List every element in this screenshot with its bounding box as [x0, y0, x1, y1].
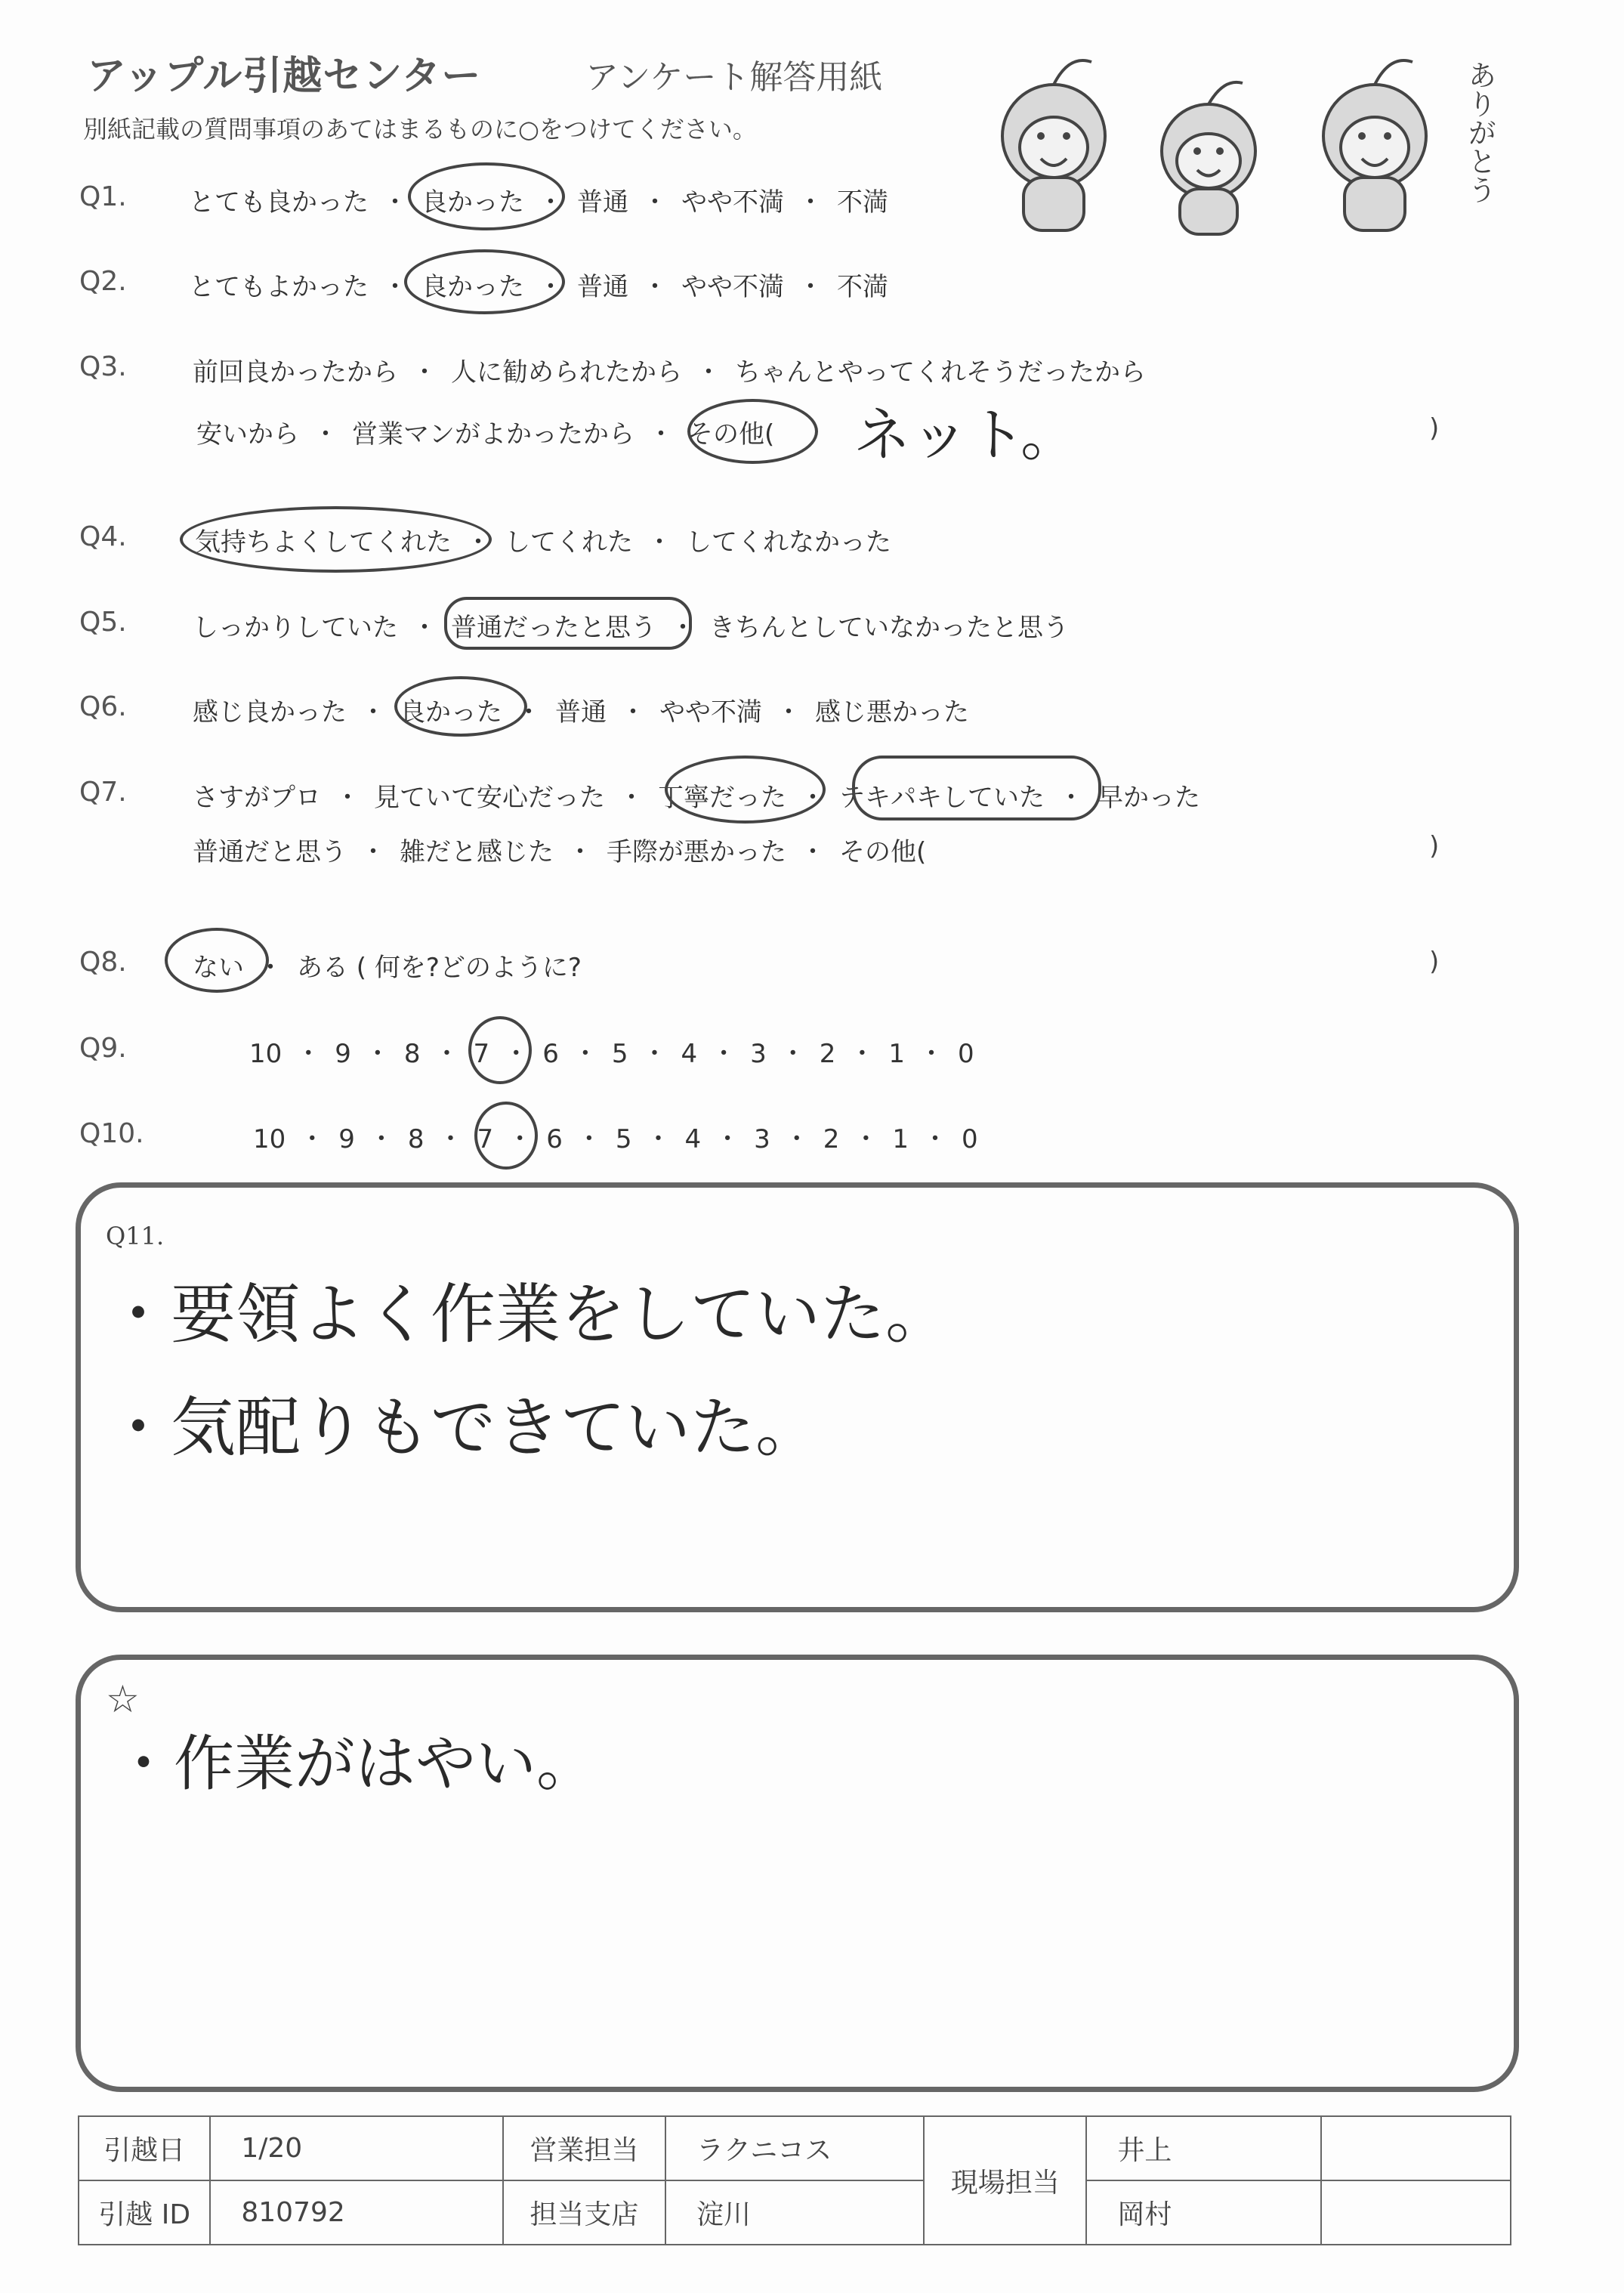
q2-label: Q2. — [79, 266, 127, 297]
q10-scale: 10 ・ 9 ・ 8 ・ 7 ・ 6 ・ 5 ・ 4 ・ 3 ・ 2 ・ 1 ・ 0 — [253, 1124, 978, 1154]
move-id-label: 引越 ID — [79, 2180, 210, 2245]
q1-option-1[interactable]: とても良かった — [189, 187, 369, 218]
q5-options: しっかりしていた ・ 普通だったと思う ・ きちんとしていなかったと思う — [193, 607, 1069, 644]
site-staff-1: 井上 — [1086, 2116, 1320, 2180]
q1-option-2[interactable]: 良かった — [421, 187, 524, 218]
mascot-illustration — [982, 42, 1496, 246]
star-icon: ☆ — [106, 1677, 140, 1721]
q6-option-3[interactable]: 普通 — [555, 697, 607, 728]
q10-score-1[interactable]: 1 — [892, 1124, 909, 1154]
sales-rep-value: ラクニコス — [665, 2116, 924, 2180]
company-brand: アップル引越センター — [87, 54, 482, 99]
q10-label: Q10. — [79, 1118, 144, 1149]
q10-score-8[interactable]: 8 — [407, 1124, 425, 1154]
q1-option-5[interactable]: 不満 — [837, 187, 888, 218]
q8-option-1[interactable]: ない — [193, 953, 244, 983]
q10-score-6[interactable]: 6 — [546, 1124, 563, 1154]
site-staff-label: 現場担当 — [924, 2116, 1086, 2245]
site-staff-2: 岡村 — [1086, 2180, 1320, 2245]
q9-score-10[interactable]: 10 — [249, 1039, 283, 1069]
q9-score-2[interactable]: 2 — [819, 1039, 836, 1069]
q6-option-4[interactable]: やや不満 — [659, 697, 762, 728]
q4-option-2[interactable]: してくれた — [505, 527, 633, 558]
move-date-label: 引越日 — [79, 2116, 210, 2180]
q7-option-3[interactable]: 丁寧だった — [658, 783, 786, 813]
q2-option-1[interactable]: とてもよかった — [189, 272, 369, 302]
q4-option-3[interactable]: してくれなかった — [686, 527, 891, 558]
branch-label: 担当支店 — [503, 2180, 665, 2245]
star-comment-line-1: ・作業がはやい。 — [113, 1729, 597, 1799]
move-id-value: 810792 — [210, 2180, 502, 2245]
q11-comment-line-2: ・気配りもできていた。 — [106, 1390, 820, 1466]
q2-option-4[interactable]: やや不満 — [681, 272, 784, 302]
blank-cell-2 — [1321, 2180, 1511, 2245]
q3-option-6[interactable]: その他( — [687, 419, 775, 450]
q4-label: Q4. — [79, 521, 127, 552]
q8-label: Q8. — [79, 947, 127, 978]
q9-score-7[interactable]: 7 — [473, 1039, 490, 1069]
q3-option-1[interactable]: 前回良かったから — [193, 357, 398, 388]
q7-option-5[interactable]: 早かった — [1098, 783, 1200, 813]
q2-option-2[interactable]: 良かった — [421, 272, 524, 302]
q7-option-2[interactable]: 見ていて安心だった — [374, 783, 605, 813]
q7-option-4[interactable]: テキパキしていた — [839, 783, 1045, 813]
q7-option-6[interactable]: 普通だと思う — [193, 837, 347, 867]
instruction-text: 別紙記載の質問事項のあてはまるものに○をつけてください。 — [83, 115, 757, 144]
q7-option-9[interactable]: その他( — [839, 837, 927, 867]
q9-score-9[interactable]: 9 — [335, 1039, 351, 1069]
q5-option-1[interactable]: しっかりしていた — [193, 613, 398, 643]
q9-score-0[interactable]: 0 — [958, 1039, 974, 1069]
q7-label: Q7. — [79, 777, 127, 808]
q3-close-paren: ) — [1429, 413, 1440, 443]
q7-close-paren: ) — [1429, 831, 1440, 861]
q2-option-3[interactable]: 普通 — [577, 272, 628, 302]
q10-score-10[interactable]: 10 — [253, 1124, 286, 1154]
q2-options: とてもよかった ・ 良かった ・ 普通 ・ やや不満 ・ 不満 — [189, 266, 888, 303]
q6-label: Q6. — [79, 691, 127, 722]
q3-options-row2: 安いから ・ 営業マンがよかったから ・ その他( — [196, 413, 774, 450]
q1-option-3[interactable]: 普通 — [577, 187, 628, 218]
mascot-caption: ありがとう — [1463, 60, 1496, 204]
q3-option-2[interactable]: 人に勧められたから — [451, 357, 682, 388]
q10-score-7[interactable]: 7 — [477, 1124, 494, 1154]
q5-label: Q5. — [79, 607, 127, 638]
q9-scale: 10 ・ 9 ・ 8 ・ 7 ・ 6 ・ 5 ・ 4 ・ 3 ・ 2 ・ 1 ・ 0 — [249, 1039, 974, 1069]
q7-option-1[interactable]: さすがプロ — [193, 783, 321, 813]
q3-option-3[interactable]: ちゃんとやってくれそうだったから — [735, 357, 1146, 388]
q10-score-0[interactable]: 0 — [962, 1124, 978, 1154]
q1-options: とても良かった ・ 良かった ・ 普通 ・ やや不満 ・ 不満 — [189, 181, 888, 218]
q9-label: Q9. — [79, 1033, 127, 1064]
q10-score-2[interactable]: 2 — [823, 1124, 840, 1154]
q11-comment-line-1: ・要領よく作業をしていた。 — [106, 1277, 950, 1352]
q9-score-5[interactable]: 5 — [611, 1039, 628, 1069]
form-title: アンケート解答用紙 — [585, 58, 883, 97]
q3-options-row1: 前回良かったから ・ 人に勧められたから ・ ちゃんとやってくれそうだったから — [193, 351, 1146, 388]
q3-option-4[interactable]: 安いから — [196, 419, 299, 450]
q10-score-4[interactable]: 4 — [684, 1124, 702, 1154]
q9-score-1[interactable]: 1 — [888, 1039, 906, 1069]
q10-score-9[interactable]: 9 — [338, 1124, 355, 1154]
q4-options: 気持ちよくしてくれた ・ してくれた ・ してくれなかった — [195, 521, 891, 558]
q7-option-8[interactable]: 手際が悪かった — [607, 837, 786, 867]
q4-option-1[interactable]: 気持ちよくしてくれた — [195, 527, 452, 558]
q3-option-5[interactable]: 営業マンがよかったから — [352, 419, 634, 450]
q9-score-3[interactable]: 3 — [750, 1039, 767, 1069]
q8-close-paren: ) — [1429, 947, 1440, 977]
move-date-value: 1/20 — [210, 2116, 502, 2180]
q7-options-row1: さすがプロ ・ 見ていて安心だった ・ 丁寧だった ・ テキパキしていた ・ 早かった — [193, 777, 1200, 814]
q6-option-2[interactable]: 良かった — [400, 697, 502, 728]
q3-label: Q3. — [79, 351, 127, 382]
q5-option-3[interactable]: きちんとしていなかったと思う — [709, 613, 1069, 643]
sales-rep-label: 営業担当 — [503, 2116, 665, 2180]
q11-label: Q11. — [106, 1222, 165, 1250]
q6-option-5[interactable]: 感じ悪かった — [815, 697, 969, 728]
q1-label: Q1. — [79, 181, 127, 212]
q9-score-8[interactable]: 8 — [403, 1039, 421, 1069]
q8-option-2[interactable]: ある ( 何を?どのように? — [297, 953, 582, 983]
q9-score-6[interactable]: 6 — [542, 1039, 559, 1069]
blank-cell-1 — [1321, 2116, 1511, 2180]
q10-score-3[interactable]: 3 — [754, 1124, 770, 1154]
q9-score-4[interactable]: 4 — [681, 1039, 698, 1069]
q7-options-row2: 普通だと思う ・ 雑だと感じた ・ 手際が悪かった ・ その他( — [193, 831, 926, 868]
move-info-table — [78, 2115, 1511, 2245]
q2-option-5[interactable]: 不満 — [837, 272, 888, 302]
q6-options: 感じ良かった ・ 良かった ・ 普通 ・ やや不満 ・ 感じ悪かった — [193, 691, 969, 728]
q6-option-1[interactable]: 感じ良かった — [193, 697, 347, 728]
q10-score-5[interactable]: 5 — [615, 1124, 632, 1154]
q8-options: ない ・ ある ( 何を?どのように? — [193, 947, 582, 984]
q7-option-7[interactable]: 雑だと感じた — [400, 837, 554, 867]
q1-option-4[interactable]: やや不満 — [681, 187, 784, 218]
q3-other-handwritten: ネット。 — [854, 401, 1079, 468]
q5-option-2[interactable]: 普通だったと思う — [451, 613, 656, 643]
branch-value: 淀川 — [665, 2180, 924, 2245]
